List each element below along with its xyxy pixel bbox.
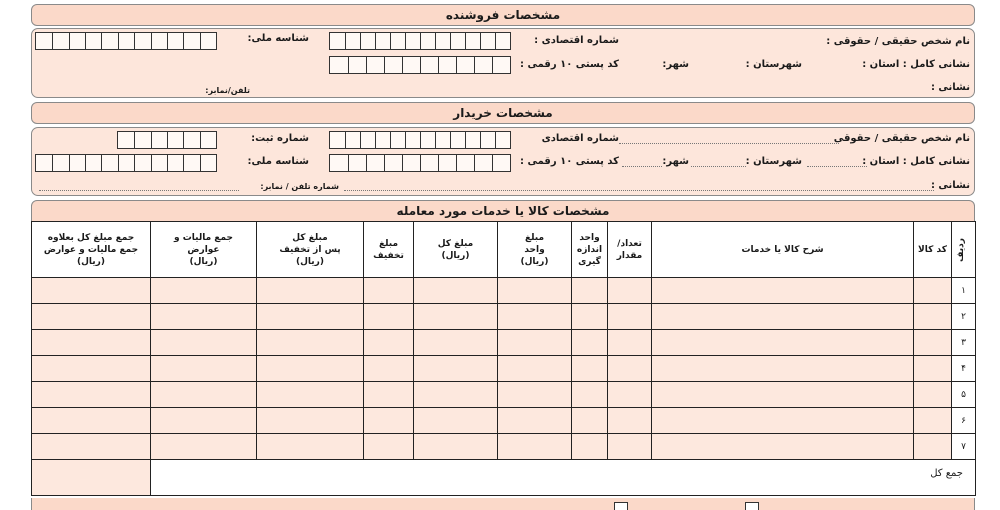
cell-tax[interactable] [151,304,257,330]
seller-economic-no-input[interactable] [329,32,511,50]
col-header-total-price: مبلغ کل (ریال) [414,222,498,278]
cell-quantity[interactable] [608,434,652,460]
cell-product-code[interactable] [914,434,952,460]
row-number: ۳ [952,330,976,356]
cell-total-price[interactable] [414,278,498,304]
cell-discount[interactable] [364,356,414,382]
buyer-county-input[interactable] [691,166,746,167]
cell-discount[interactable] [364,330,414,356]
col-header-product-code: کد کالا [914,222,952,278]
cell-unit[interactable] [572,434,608,460]
buyer-phone-input[interactable] [39,190,239,191]
cell-total-price[interactable] [414,382,498,408]
cell-discount[interactable] [364,434,414,460]
cell-unit-price[interactable] [498,330,572,356]
buyer-county-label: شهرستان : [745,156,802,167]
cell-unit-price[interactable] [498,434,572,460]
cell-discount[interactable] [364,304,414,330]
buyer-city-label: شهر: [662,156,689,167]
cell-product-code[interactable] [914,408,952,434]
cell-total-price[interactable] [414,304,498,330]
footer-checkbox-2[interactable] [745,502,759,510]
cell-description[interactable] [652,278,914,304]
cell-tax[interactable] [151,356,257,382]
cell-total-after-discount[interactable] [257,382,364,408]
cell-total-price[interactable] [414,408,498,434]
col-header-discount: مبلغ تخفیف [364,222,414,278]
row-number: ۷ [952,434,976,460]
cell-unit-price[interactable] [498,382,572,408]
cell-grand-total[interactable] [32,330,151,356]
table-row [32,278,976,304]
cell-grand-total[interactable] [32,304,151,330]
seller-section-header [31,4,975,26]
cell-description[interactable] [652,356,914,382]
cell-total-price[interactable] [414,330,498,356]
col-header-grand-total: جمع مبلغ کل بعلاوه جمع مالیات و عوارض (ریال) [32,222,151,278]
buyer-section-header [31,102,975,124]
seller-section-title: مشخصات فروشنده [445,8,561,22]
seller-phone-label: تلفن/نمابر: [205,86,250,95]
col-header-quantity: تعداد/ مقدار [608,222,652,278]
cell-grand-total-sum[interactable] [32,460,151,496]
buyer-city-input[interactable] [622,166,662,167]
seller-economic-no-label: شماره اقتصادی : [534,35,619,46]
col-header-description: شرح کالا یا خدمات [652,222,914,278]
buyer-postal-code-label: کد پستی ۱۰ رقمی : [520,156,619,167]
cell-unit[interactable] [572,304,608,330]
cell-total-after-discount[interactable] [257,434,364,460]
cell-unit[interactable] [572,278,608,304]
cell-grand-total[interactable] [32,356,151,382]
cell-discount[interactable] [364,278,414,304]
cell-total-price[interactable] [414,434,498,460]
row-number: ۲ [952,304,976,330]
cell-description[interactable] [652,304,914,330]
buyer-economic-no-input[interactable] [329,131,511,149]
buyer-postal-code-input[interactable] [329,154,511,172]
cell-tax[interactable] [151,434,257,460]
seller-city-label: شهر: [662,59,689,70]
cell-total-after-discount[interactable] [257,356,364,382]
buyer-address-input[interactable] [344,190,934,191]
cell-unit-price[interactable] [498,408,572,434]
cell-tax[interactable] [151,408,257,434]
row-number: ۵ [952,382,976,408]
col-header-total-after-discount: مبلغ کل پس از تخفیف (ریال) [257,222,364,278]
cell-unit-price[interactable] [498,304,572,330]
buyer-national-id-label: شناسه ملی: [247,156,309,167]
table-row [32,434,976,460]
cell-unit[interactable] [572,356,608,382]
cell-total-after-discount[interactable] [257,304,364,330]
cell-grand-total[interactable] [32,278,151,304]
items-section-title: مشخصات کالا یا خدمات مورد معامله [396,204,610,218]
cell-unit[interactable] [572,382,608,408]
buyer-registration-no-label: شماره ثبت: [251,133,309,144]
cell-discount[interactable] [364,382,414,408]
cell-product-code[interactable] [914,356,952,382]
table-row [32,304,976,330]
items-header-row [32,222,976,278]
seller-name-label: نام شخص حقیقی / حقوقی : [826,36,970,47]
table-row [32,330,976,356]
cell-product-code[interactable] [914,382,952,408]
cell-description[interactable] [652,330,914,356]
cell-quantity[interactable] [608,408,652,434]
seller-address-label: نشانی : [930,82,970,93]
buyer-panel [31,127,975,196]
items-table [31,221,976,496]
cell-total-after-discount[interactable] [257,408,364,434]
cell-total-after-discount[interactable] [257,330,364,356]
cell-description[interactable] [652,382,914,408]
buyer-national-id-input[interactable] [35,154,217,172]
cell-quantity[interactable] [608,304,652,330]
row-number: ۴ [952,356,976,382]
row-number: ۶ [952,408,976,434]
cell-product-code[interactable] [914,278,952,304]
buyer-name-label: نام شخص حقیقی / حقوقی [833,133,970,144]
table-row [32,382,976,408]
cell-tax[interactable] [151,278,257,304]
col-header-tax: جمع مالیات و عوارض (ریال) [151,222,257,278]
seller-national-id-input[interactable] [35,32,217,50]
buyer-section-title: مشخصات خریدار [453,106,553,120]
cell-unit-price[interactable] [498,356,572,382]
table-row [32,356,976,382]
seller-address-full-label: نشانی کامل : استان : [862,59,970,70]
seller-national-id-label: شناسه ملی: [247,33,309,44]
cell-quantity[interactable] [608,356,652,382]
total-label: جمع کل [151,460,976,496]
seller-county-label: شهرستان : [745,59,802,70]
cell-tax[interactable] [151,382,257,408]
cell-quantity[interactable] [608,278,652,304]
buyer-address-label: نشانی : [930,180,970,191]
cell-grand-total[interactable] [32,408,151,434]
cell-unit[interactable] [572,408,608,434]
buyer-economic-no-label: شماره اقتصادی [541,133,619,144]
buyer-address-full-label: نشانی کامل : استان : [862,156,970,167]
cell-grand-total[interactable] [32,382,151,408]
seller-panel [31,28,975,98]
seller-postal-code-input[interactable] [329,56,511,74]
buyer-name-input[interactable] [619,143,839,144]
seller-postal-code-label: کد پستی ۱۰ رقمی : [520,59,619,70]
buyer-registration-no-input[interactable] [117,131,217,149]
cell-description[interactable] [652,434,914,460]
cell-unit-price[interactable] [498,278,572,304]
row-number: ۱ [952,278,976,304]
col-header-unit-price: مبلغ واحد (ریال) [498,222,572,278]
cell-product-code[interactable] [914,304,952,330]
cell-product-code[interactable] [914,330,952,356]
total-row [32,460,976,496]
items-section-header [31,200,975,222]
col-header-row-number: ردیف [952,222,976,278]
table-row [32,408,976,434]
cell-quantity[interactable] [608,330,652,356]
cell-description[interactable] [652,408,914,434]
footer-checkbox-1[interactable] [614,502,628,510]
buyer-phone-label: شماره تلفن / نمابر: [260,182,339,191]
cell-tax[interactable] [151,330,257,356]
footer-strip [31,498,975,510]
cell-quantity[interactable] [608,382,652,408]
cell-grand-total[interactable] [32,434,151,460]
buyer-province-input[interactable] [807,166,867,167]
cell-total-after-discount[interactable] [257,278,364,304]
cell-total-price[interactable] [414,356,498,382]
cell-discount[interactable] [364,408,414,434]
col-header-unit: واحد اندازه گیری [572,222,608,278]
cell-unit[interactable] [572,330,608,356]
